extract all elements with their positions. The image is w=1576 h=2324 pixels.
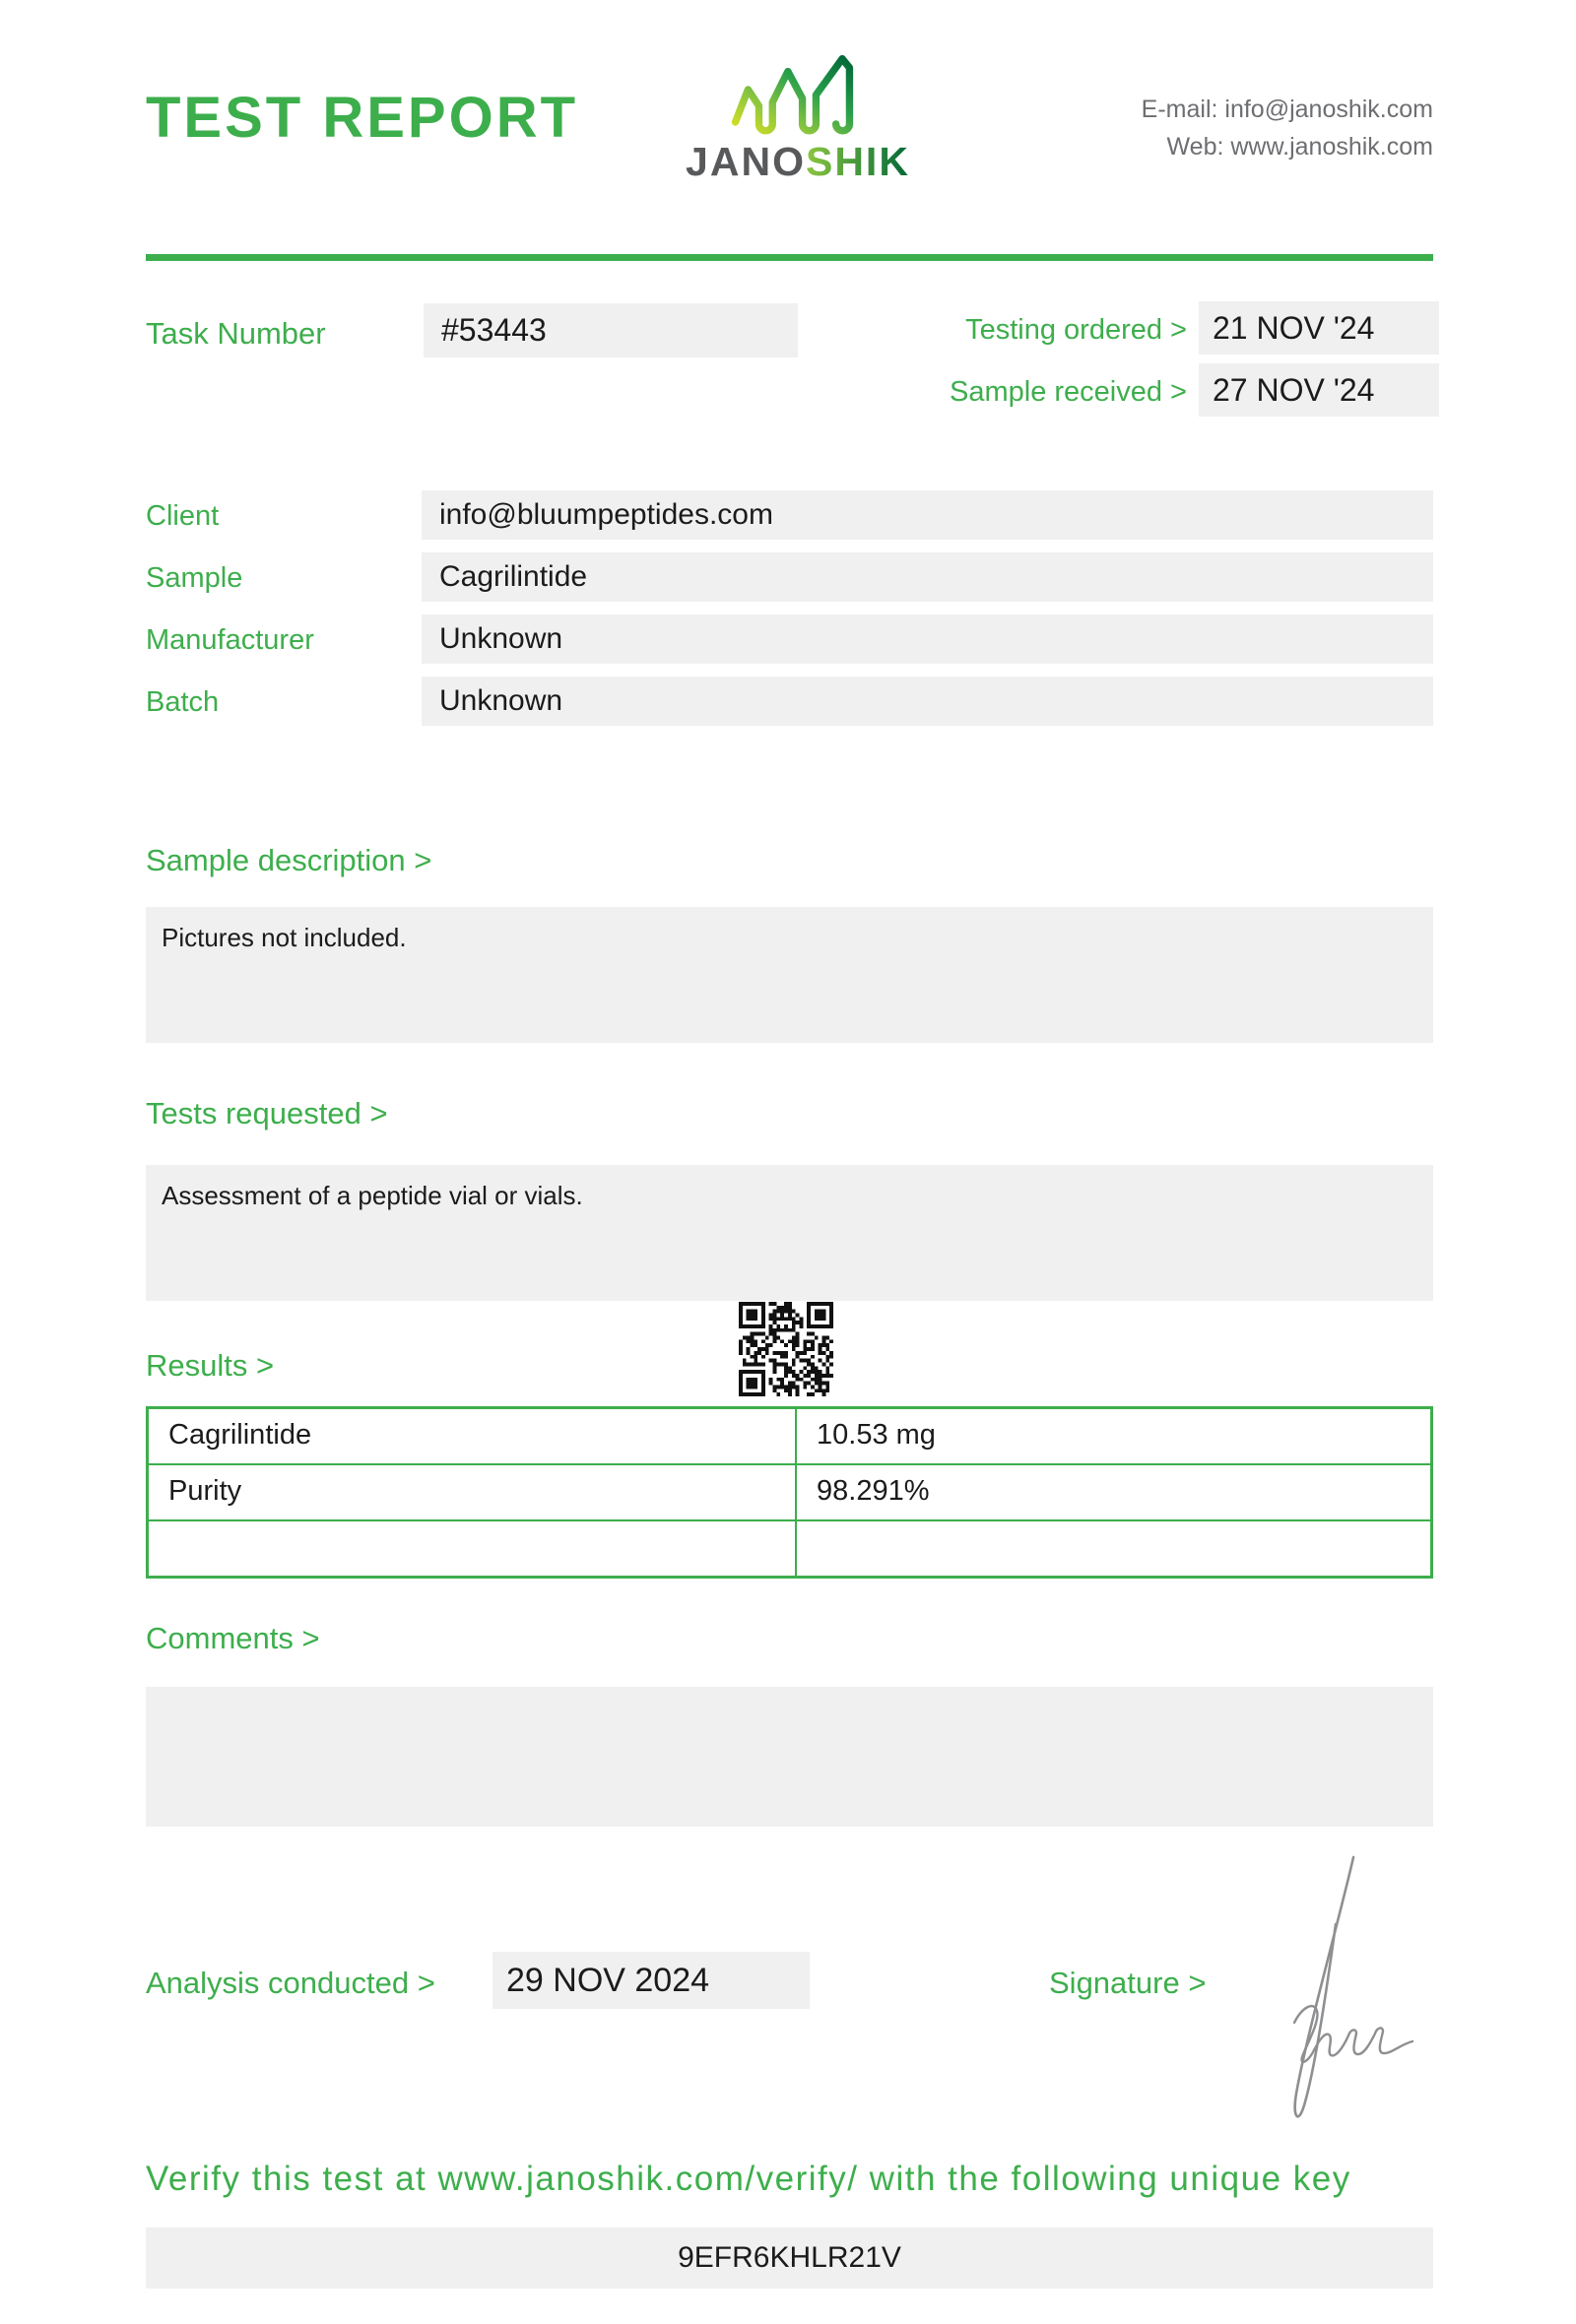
analysis-conducted-date: 29 NOV 2024: [492, 1952, 810, 2009]
sample-received-value: 27 NOV '24: [1199, 363, 1439, 417]
sample-description-box: Pictures not included.: [146, 907, 1433, 1043]
client-value: info@bluumpeptides.com: [422, 490, 1433, 540]
logo: [678, 49, 918, 184]
result-value: 98.291%: [817, 1475, 930, 1507]
contact-web: Web: www.janoshik.com: [1166, 133, 1433, 161]
result-name: Cagrilintide: [149, 1409, 797, 1463]
table-row: [149, 1519, 1430, 1576]
result-name: Purity: [149, 1465, 797, 1519]
analysis-conducted-label: Analysis conducted >: [146, 1966, 435, 2000]
manufacturer-label: Manufacturer: [146, 624, 314, 656]
result-value: 10.53 mg: [817, 1419, 936, 1451]
sample-label: Sample: [146, 562, 243, 594]
contact-email: E-mail: info@janoshik.com: [1141, 96, 1433, 123]
batch-value: Unknown: [422, 677, 1433, 726]
logo-text-shik: SHIK: [805, 139, 910, 184]
contact-info: [941, 91, 1433, 165]
client-label: Client: [146, 500, 220, 532]
sample-received-label: Sample received >: [950, 376, 1187, 408]
verify-instruction: Verify this test at www.janoshik.com/verify/ with the following unique key: [146, 2160, 1351, 2198]
tests-requested-box: Assessment of a peptide vial or vials.: [146, 1165, 1433, 1301]
logo-wordmark: [678, 140, 918, 184]
trend-chart-icon: [730, 49, 866, 140]
testing-ordered-value: 21 NOV '24: [1199, 301, 1439, 355]
header-divider: [146, 254, 1433, 261]
signature-label: Signature >: [1049, 1966, 1207, 2000]
task-number-label: Task Number: [146, 316, 326, 351]
qr-code: [739, 1302, 833, 1396]
comments-box: [146, 1687, 1433, 1827]
signature-handwriting: [1261, 1849, 1418, 2145]
logo-text-jano: JANO: [686, 139, 806, 184]
tests-requested-heading: Tests requested >: [146, 1096, 388, 1130]
results-heading: Results >: [146, 1348, 275, 1383]
batch-label: Batch: [146, 686, 220, 718]
sample-description-heading: Sample description >: [146, 843, 432, 877]
table-row: [149, 1409, 1430, 1463]
comments-heading: Comments >: [146, 1621, 320, 1655]
task-number-value: #53443: [424, 303, 798, 357]
table-row: [149, 1463, 1430, 1519]
result-value: [797, 1521, 1430, 1576]
page-title: TEST REPORT: [146, 86, 579, 150]
unique-key-value: 9EFR6KHLR21V: [146, 2227, 1433, 2289]
sample-value: Cagrilintide: [422, 552, 1433, 602]
results-table: [146, 1406, 1433, 1579]
testing-ordered-label: Testing ordered >: [965, 314, 1187, 346]
manufacturer-value: Unknown: [422, 614, 1433, 664]
result-name: [149, 1521, 797, 1576]
